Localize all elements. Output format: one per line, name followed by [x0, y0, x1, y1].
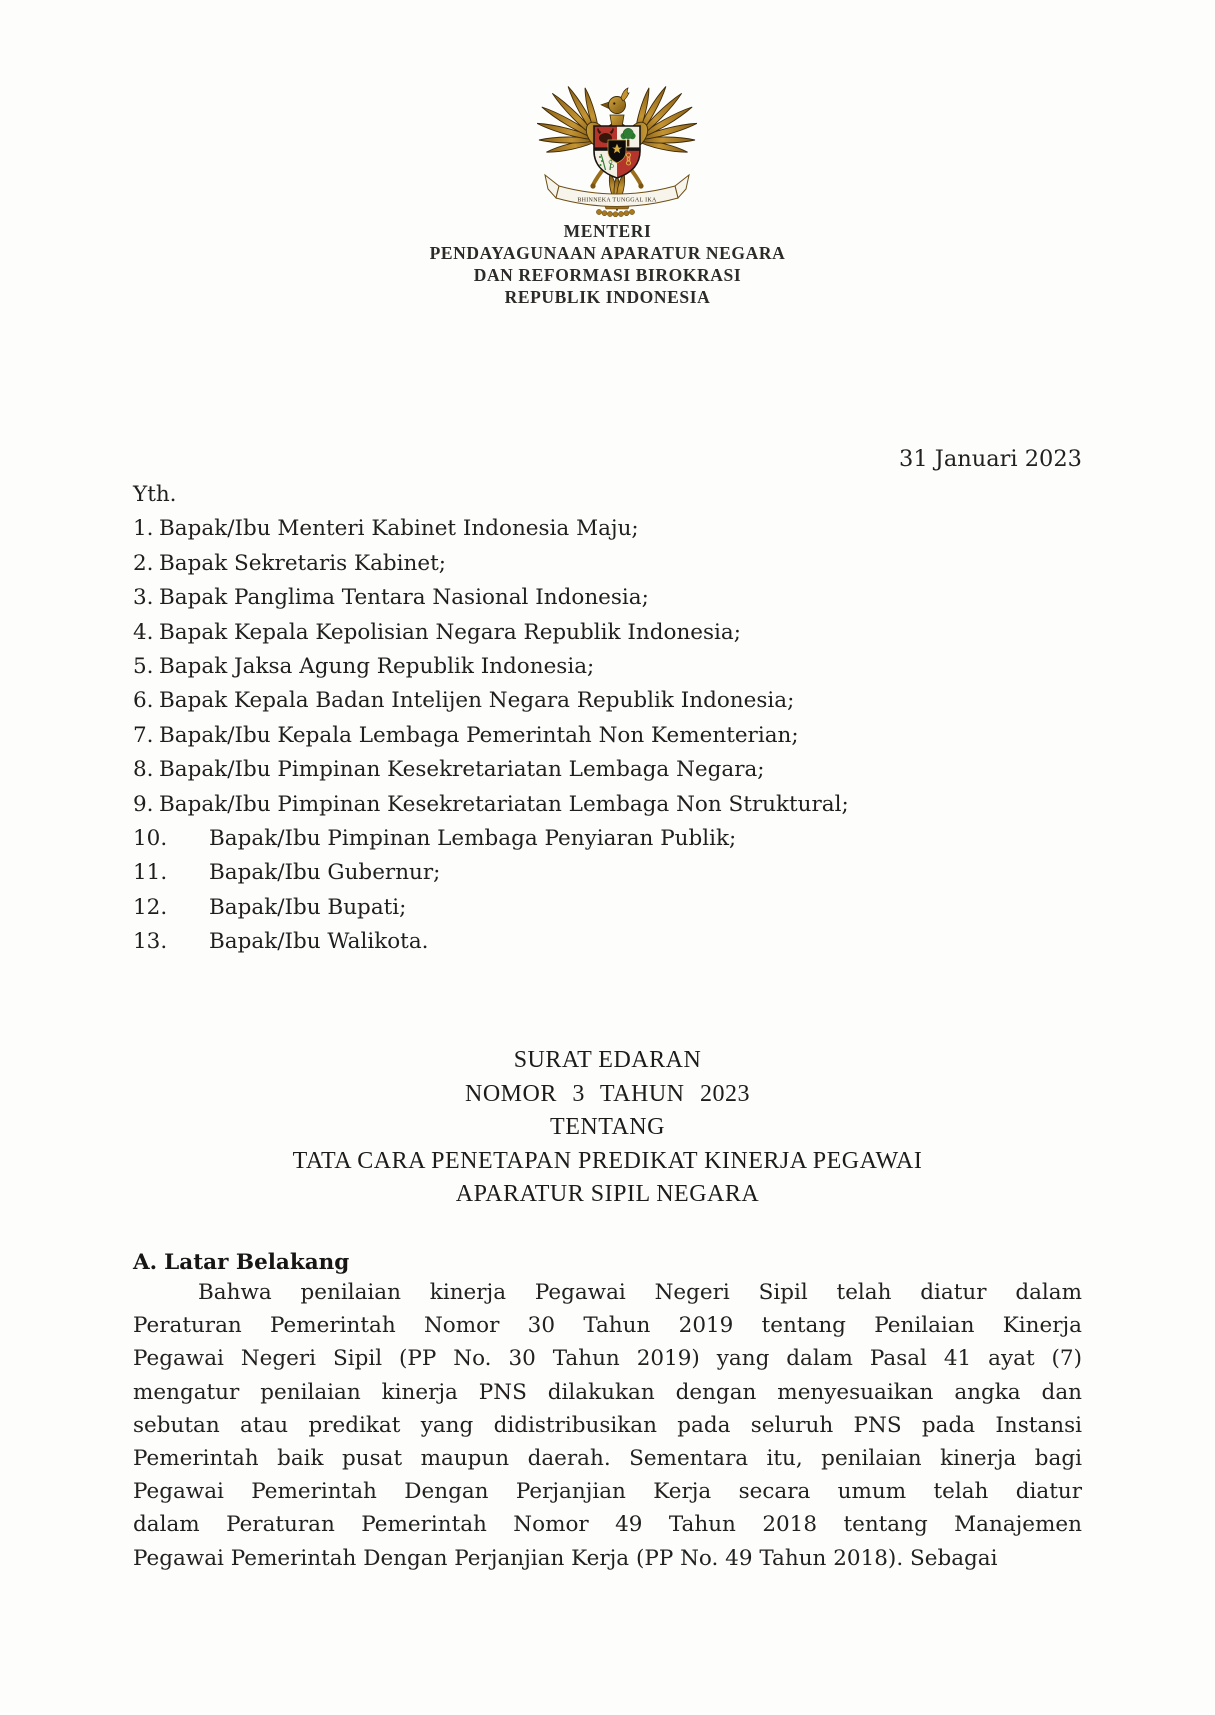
recipient-list [133, 478, 1082, 960]
recipient-item [133, 581, 1082, 615]
item-text: Bapak Kepala Badan Intelijen Negara Republik Indonesia; [159, 688, 795, 714]
recipient-item [133, 684, 1082, 718]
item-text: Bapak/Ibu Menteri Kabinet Indonesia Maju; [159, 516, 639, 542]
item-number: 7. [133, 722, 154, 748]
item-text: Bapak/Ibu Pimpinan Lembaga Penyiaran Publik; [209, 826, 737, 852]
recipient-item [133, 788, 1082, 822]
item-text: Bapak/Ibu Gubernur; [209, 860, 441, 886]
doc-number-line: NOMOR 3 TAHUN 2023 [465, 1080, 750, 1107]
recipient-item [133, 856, 1082, 890]
item-text: Bapak/Ibu Kepala Lembaga Pemerintah Non Kementerian; [159, 722, 799, 748]
item-text: Bapak Panglima Tentara Nasional Indonesia; [159, 585, 649, 611]
doc-subject-line-1: TATA CARA PENETAPAN PREDIKAT KINERJA PEGAWAI [292, 1147, 923, 1174]
item-number: 2. [133, 550, 154, 576]
ribbon-motto: BHINNEKA TUNGGAL IKA [577, 197, 657, 204]
item-text: Bapak/Ibu Walikota. [209, 929, 429, 955]
letter-date: 31 Januari 2023 [899, 446, 1082, 472]
paragraph-line: mengatur penilaian kinerja PNS dilakukan dengan menyesuaikan angka dan [133, 1379, 1082, 1405]
section-title: Latar Belakang [164, 1250, 350, 1275]
item-text: Bapak/Ibu Pimpinan Kesekretariatan Lembaga Negara; [159, 757, 765, 783]
paragraph-line: Bahwa penilaian kinerja Pegawai Negeri Sipil telah diatur dalam [198, 1280, 1082, 1305]
item-text: Bapak Jaksa Agung Republik Indonesia; [159, 654, 595, 680]
ministry-name-line-1: PENDAYAGUNAAN APARATUR NEGARA [429, 243, 786, 263]
paragraph-line: Pemerintah baik pusat maupun daerah. Sementara itu, penilaian kinerja bagi [133, 1446, 1082, 1472]
ministry-title: MENTERI [563, 221, 652, 241]
paragraph-line: dalam Peraturan Pemerintah Nomor 49 Tahun 2018 tentang Manajemen [133, 1512, 1082, 1538]
recipient-item [133, 512, 1082, 546]
recipient-item [133, 891, 1082, 925]
garuda-pancasila-emblem [537, 45, 697, 217]
item-number: 6. [133, 688, 154, 714]
eagle-eye [613, 102, 615, 104]
item-text: Bapak/Ibu Pimpinan Kesekretariatan Lembaga Non Struktural; [159, 791, 849, 817]
salutation: Yth. [133, 482, 177, 507]
doc-type-line: SURAT EDARAN [513, 1047, 702, 1073]
doc-about-line: TENTANG [550, 1114, 665, 1140]
recipient-item [133, 822, 1082, 856]
item-number: 11. [133, 860, 168, 886]
item-number: 12. [133, 894, 168, 920]
item-number: 13. [133, 929, 168, 955]
body-paragraph [133, 1276, 1082, 1575]
item-text: Bapak/Ibu Bupati; [209, 894, 407, 920]
recipient-item [133, 547, 1082, 581]
item-number: 8. [133, 757, 154, 783]
item-number: 1. [133, 516, 154, 542]
recipient-item [133, 925, 1082, 959]
doc-subject-line-2: APARATUR SIPIL NEGARA [455, 1181, 760, 1207]
item-number: 9. [133, 791, 154, 817]
item-text: Bapak Sekretaris Kabinet; [159, 550, 446, 576]
paragraph-line: Pegawai Negeri Sipil (PP No. 30 Tahun 2019) yang dalam Pasal 41 ayat (7) [133, 1346, 1082, 1372]
item-number: 5. [133, 654, 154, 680]
paragraph-line: Pegawai Pemerintah Dengan Perjanjian Kerja secara umum telah diatur [133, 1479, 1082, 1505]
recipient-item [133, 753, 1082, 787]
recipient-item [133, 616, 1082, 650]
paragraph-line: Pegawai Pemerintah Dengan Perjanjian Kerja (PP No. 49 Tahun 2018). Sebagai [133, 1545, 998, 1571]
eagle-crest [621, 88, 629, 101]
recipient-item [133, 719, 1082, 753]
section-heading [133, 1248, 349, 1278]
country-line: REPUBLIK INDONESIA [504, 287, 711, 307]
paragraph-line: Peraturan Pemerintah Nomor 30 Tahun 2019 tentang Penilaian Kinerja [133, 1313, 1082, 1339]
item-number: 10. [133, 826, 168, 852]
section-label: A. [133, 1250, 158, 1275]
document-title-block [133, 1044, 1082, 1212]
scallop-base [596, 209, 634, 217]
letterhead [0, 220, 1215, 308]
eagle-beak [601, 102, 609, 109]
item-text: Bapak Kepala Kepolisian Negara Republik Indonesia; [159, 619, 741, 645]
recipient-item [133, 650, 1082, 684]
item-number: 3. [133, 585, 154, 611]
paragraph-line: sebutan atau predikat yang didistribusikan pada seluruh PNS pada Instansi [133, 1412, 1082, 1438]
item-number: 4. [133, 619, 154, 645]
ministry-name-line-2: DAN REFORMASI BIROKRASI [473, 265, 742, 285]
